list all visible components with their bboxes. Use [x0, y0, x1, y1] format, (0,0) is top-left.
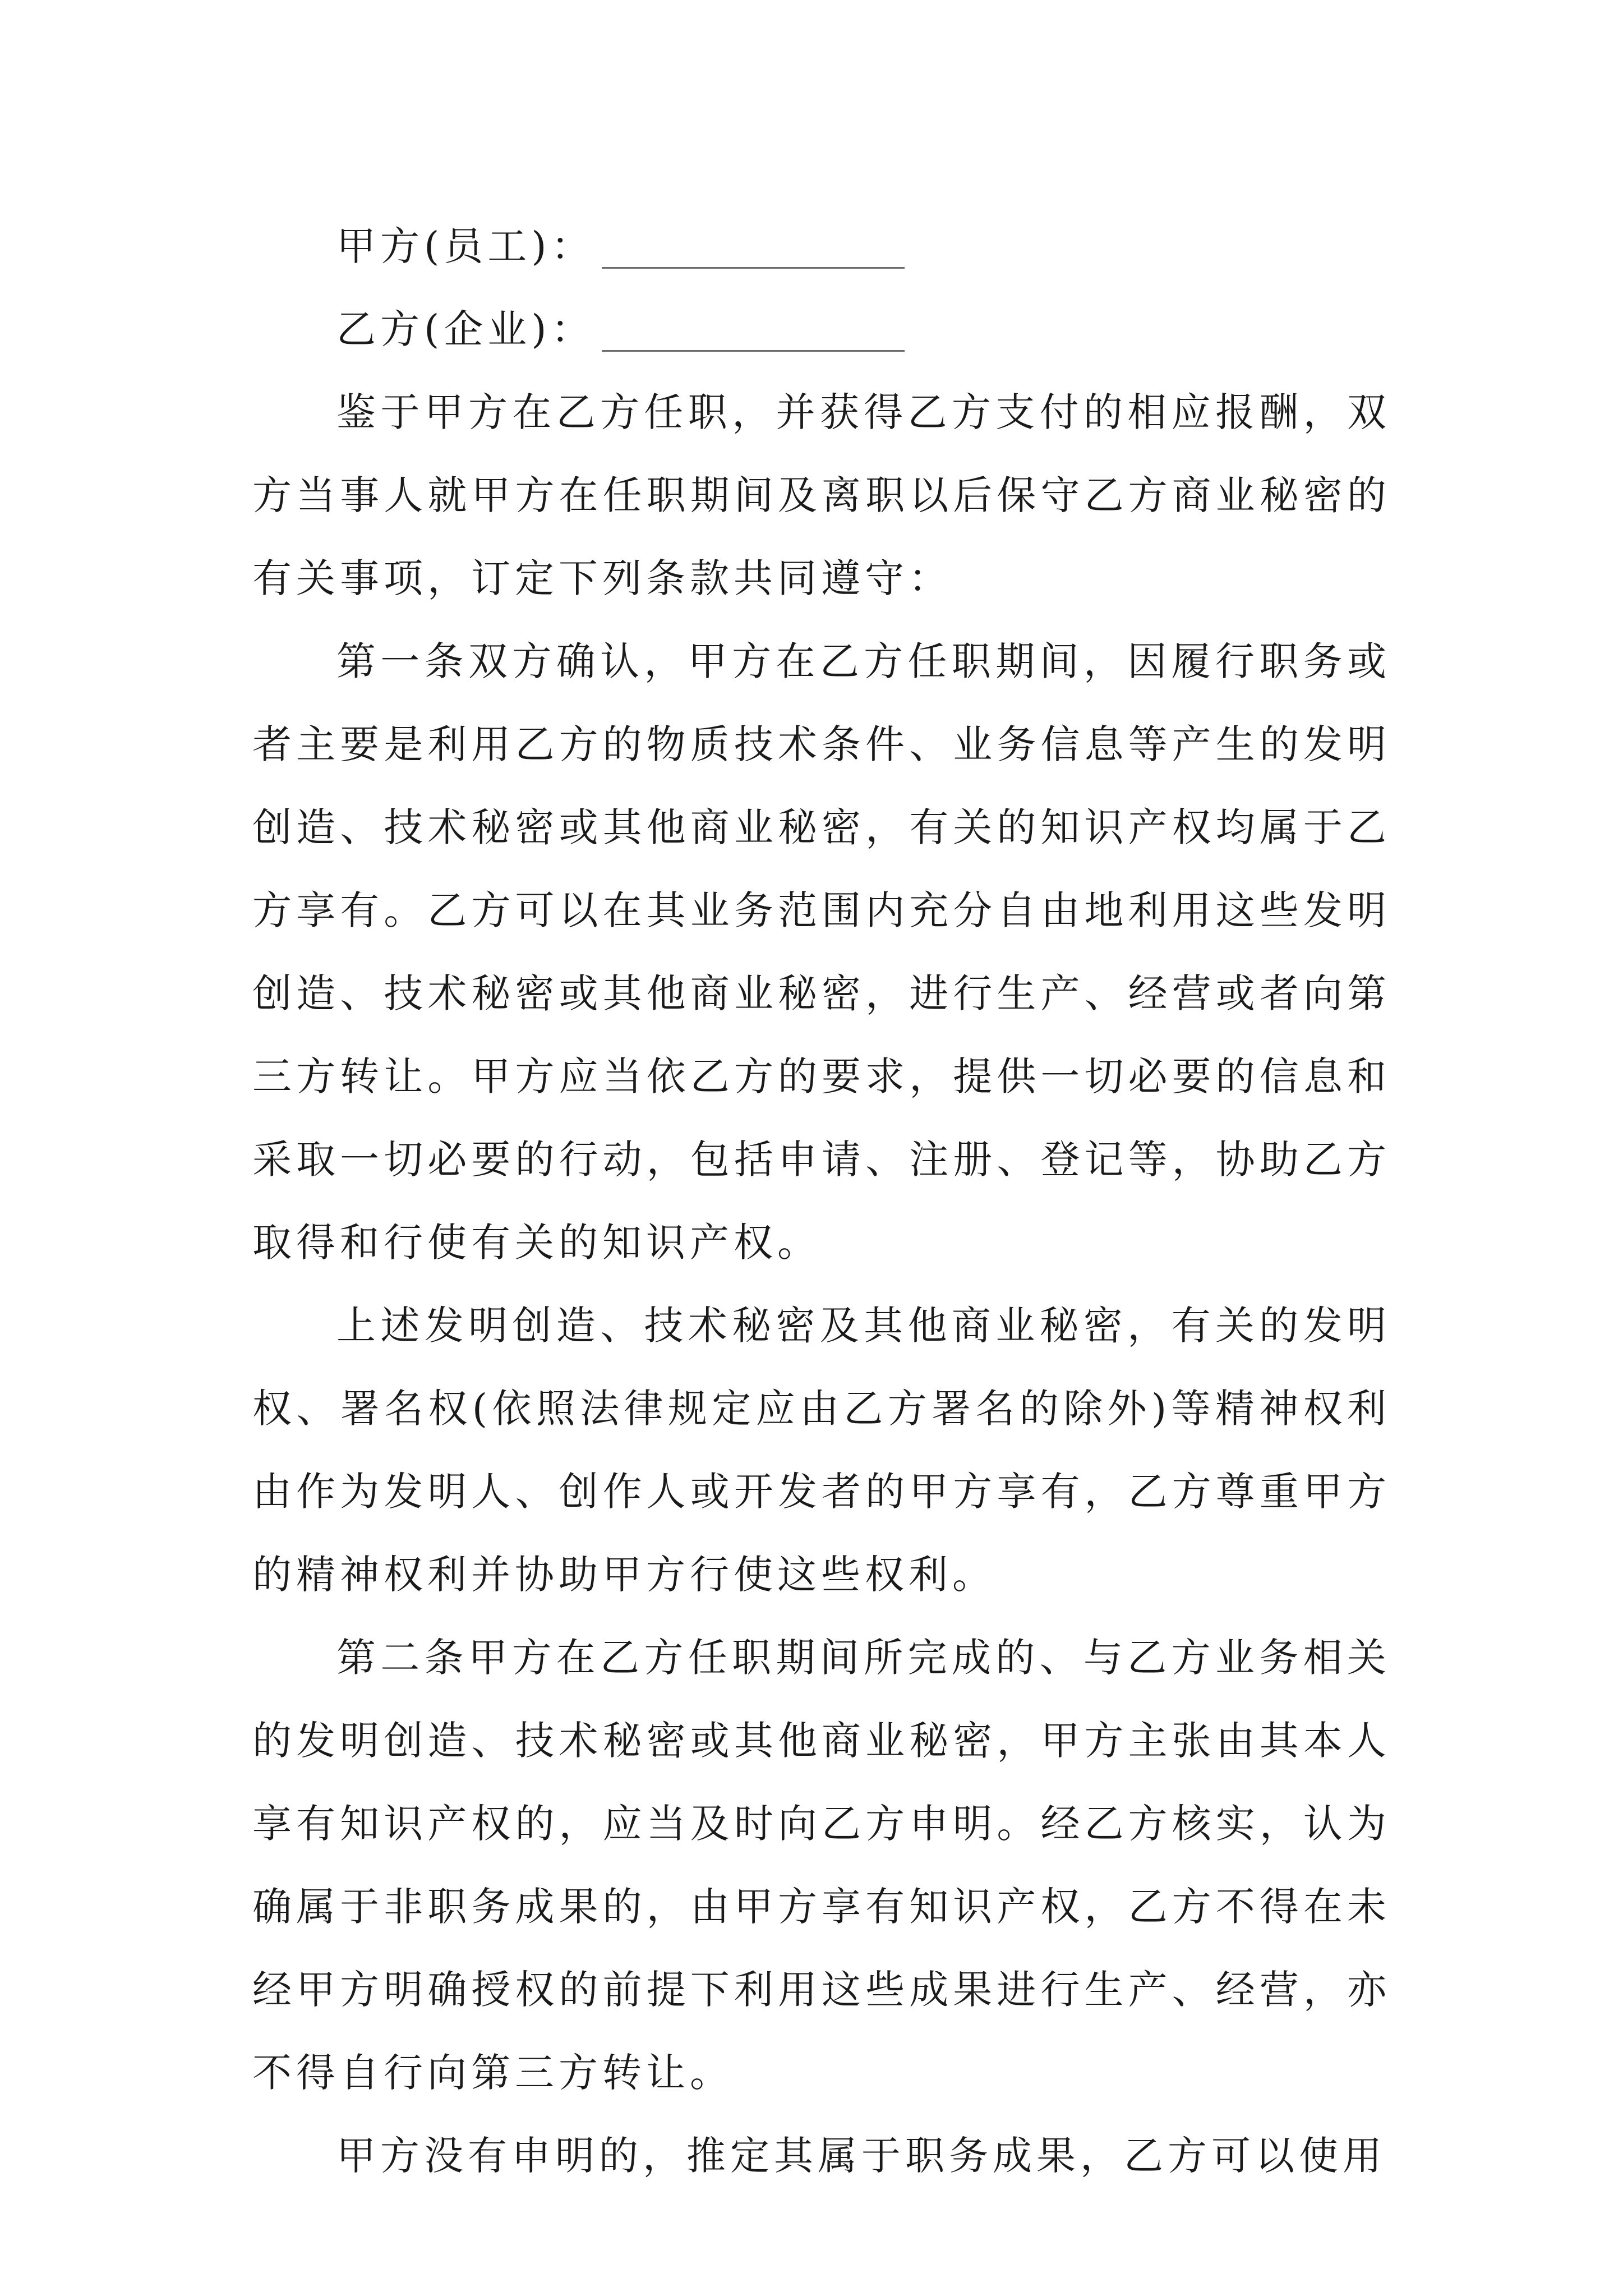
party-a-row [252, 205, 1391, 288]
party-b-label: 乙方(企业)： [336, 306, 595, 352]
undeclared-results-paragraph: 甲方没有申明的，推定其属于职务成果，乙方可以使用 [336, 2133, 1386, 2179]
article-two-paragraph: 第二条甲方在乙方任职期间所完成的、与乙方业务相关的发明创造、技术秘密或其他商业秘密，甲方主张由其本人享有知识产权的，应当及时向乙方申明。经乙方核实，认为确属于非职务成果的，由甲方享有知识产权，乙方不得在未经甲方明确授权的前提下利用这些成果进行生产、经营，亦不得自行向第三方转让。 [252, 1635, 1391, 2096]
moral-rights-paragraph: 上述发明创造、技术秘密及其他商业秘密，有关的发明权、署名权(依照法律规定应由乙方署名的除外)等精神权利由作为发明人、创作人或开发者的甲方享有，乙方尊重甲方的精神权利并协助甲方行使这些权利。 [252, 1303, 1391, 1598]
party-b-blank-field[interactable] [602, 311, 905, 352]
document-body [252, 205, 1391, 2197]
preamble-paragraph: 鉴于甲方在乙方任职，并获得乙方支付的相应报酬，双方当事人就甲方在任职期间及离职以后保守乙方商业秘密的有关事项，订定下列条款共同遵守： [252, 389, 1391, 601]
party-b-row [252, 288, 1391, 371]
party-a-blank-field[interactable] [602, 228, 905, 269]
article-one-paragraph: 第一条双方确认，甲方在乙方任职期间，因履行职务或者主要是利用乙方的物质技术条件、业务信息等产生的发明创造、技术秘密或其他商业秘密，有关的知识产权均属于乙方享有。乙方可以在其业务范围内充分自由地利用这些发明创造、技术秘密或其他商业秘密，进行生产、经营或者向第三方转让。甲方应当依乙方的要求，提供一切必要的信息和采取一切必要的行动，包括申请、注册、登记等，协助乙方取得和行使有关的知识产权。 [252, 638, 1391, 1266]
party-a-label: 甲方(员工)： [336, 223, 595, 269]
